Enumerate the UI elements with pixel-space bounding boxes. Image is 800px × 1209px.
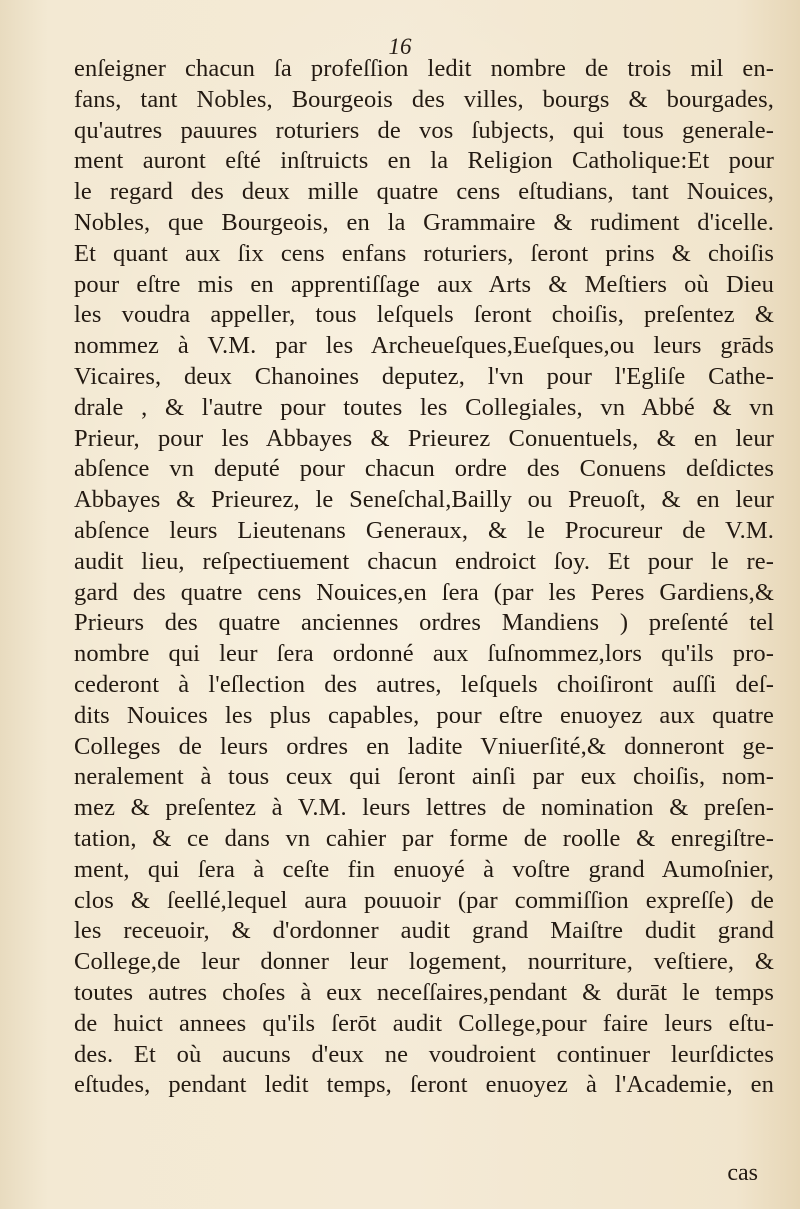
- text-line: les receuoir, & d'ordonner audit grand Maiſtre dudit grand: [74, 917, 774, 945]
- text-line: fans, tant Nobles, Bourgeois des villes, bourgs & bourgades,: [74, 85, 774, 113]
- text-line: des. Et où aucuns d'eux ne voudroient continuer leurſdictes: [74, 1040, 774, 1068]
- text-line: Nobles, que Bourgeois, en la Grammaire & rudiment d'icelle.: [74, 208, 774, 236]
- text-line: les voudra appeller, tous leſquels ſeront choiſis, preſentez &: [74, 301, 774, 329]
- text-line: Prieur, pour les Abbayes & Prieurez Conuentuels, & en leur: [74, 424, 774, 452]
- text-line: tation, & ce dans vn cahier par forme de roolle & enregiſtre-: [74, 824, 774, 852]
- text-line: mez & preſentez à V.M. leurs lettres de nomination & preſen-: [74, 794, 774, 822]
- text-line: abſence leurs Lieutenans Generaux, & le Procureur de V.M.: [74, 516, 774, 544]
- text-line: pour eſtre mis en apprentiſſage aux Arts & Meſtiers où Dieu: [74, 270, 774, 298]
- text-line: gard des quatre cens Nouices,en ſera (par les Peres Gardiens,&: [74, 578, 774, 606]
- text-line: Et quant aux ſix cens enfans roturiers, ſeront prins & choiſis: [74, 239, 774, 267]
- text-line: dits Nouices les plus capables, pour eſtre enuoyez aux quatre: [74, 701, 774, 729]
- text-line: nommez à V.M. par les Archeueſques,Eueſques,ou leurs grāds: [74, 332, 774, 360]
- text-line: enſeigner chacun ſa profeſſion ledit nombre de trois mil en-: [74, 55, 774, 82]
- text-line: toutes autres choſes à eux neceſſaires,pendant & durāt le temps: [74, 978, 774, 1006]
- text-line: neralement à tous ceux qui ſeront ainſi par eux choiſis, nom-: [74, 763, 774, 791]
- catchword: cas: [727, 1160, 758, 1186]
- text-line: ment auront eſté inſtruicts en la Religion Catholique:Et pour: [74, 147, 774, 175]
- text-line: audit lieu, reſpectiuement chacun endroict ſoy. Et pour le re-: [74, 547, 774, 575]
- text-line: Vicaires, deux Chanoines deputez, l'vn pour l'Egliſe Cathe-: [74, 362, 774, 390]
- text-line: ment, qui ſera à ceſte fin enuoyé à voſtre grand Aumoſnier,: [74, 855, 774, 883]
- body-text: [74, 54, 774, 1101]
- page-number: 16: [388, 34, 412, 59]
- text-line: nombre qui leur ſera ordonné aux ſuſnommez,lors qu'ils pro-: [74, 640, 774, 668]
- text-line: Prieurs des quatre anciennes ordres Mandiens ) preſenté tel: [74, 609, 774, 637]
- text-line: le regard des deux mille quatre cens eſtudians, tant Nouices,: [74, 178, 774, 206]
- text-line: de huict annees qu'ils ſerōt audit College,pour faire leurs eſtu-: [74, 1009, 774, 1037]
- text-line: eſtudes, pendant ledit temps, ſeront enuoyez à l'Academie, en: [74, 1071, 774, 1099]
- text-line: drale , & l'autre pour toutes les Collegiales, vn Abbé & vn: [74, 393, 774, 421]
- text-line: College,de leur donner leur logement, nourriture, veſtiere, &: [74, 948, 774, 976]
- text-line: qu'autres pauures roturiers de vos ſubjects, qui tous generale-: [74, 116, 774, 144]
- text-line: clos & ſeellé,lequel aura pouuoir (par commiſſion expreſſe) de: [74, 886, 774, 914]
- text-line: cederont à l'eſlection des autres, leſquels choiſiront auſſi deſ-: [74, 670, 774, 698]
- text-line: Colleges de leurs ordres en ladite Vniuerſité,& donneront ge-: [74, 732, 774, 760]
- text-line: Abbayes & Prieurez, le Seneſchal,Bailly ou Preuoſt, & en leur: [74, 486, 774, 514]
- text-line: abſence vn deputé pour chacun ordre des Conuens deſdictes: [74, 455, 774, 483]
